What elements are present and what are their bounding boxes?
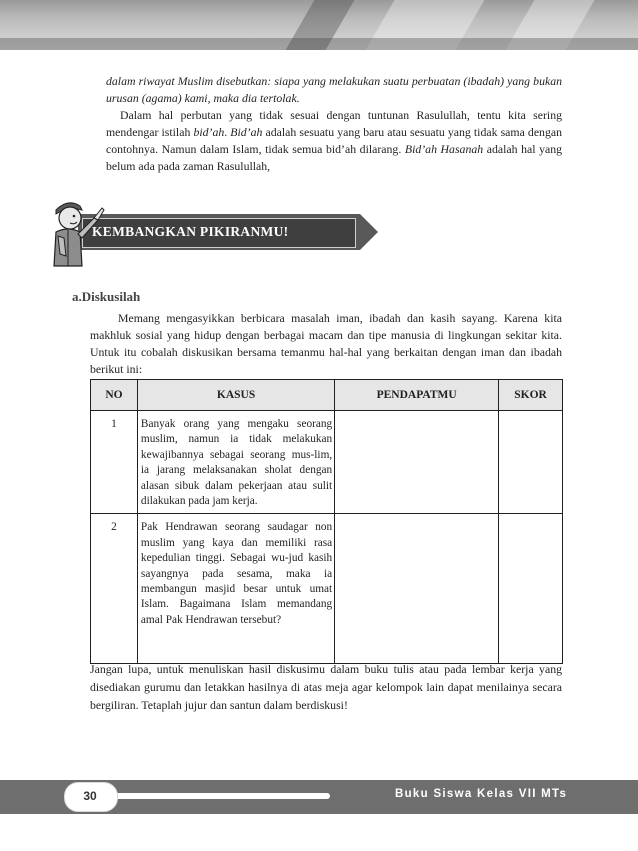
header-no: NO: [91, 380, 138, 411]
bidah-text-3: adalah sesuatu yang baru atau sesuatu yang tidak sama dengan contohnya. Namun dalam Islam, tidak semua bid’ah dilarang.: [106, 125, 562, 156]
bidah-term-2: Bid’ah: [230, 125, 263, 139]
opinion-cell[interactable]: [335, 411, 499, 514]
bidah-term-3: Bid’ah Hasanah: [404, 142, 484, 156]
footer-line: [110, 793, 330, 799]
header-photo: [0, 0, 638, 50]
table-header-row: [91, 380, 563, 411]
book-title: Buku Siswa Kelas VII MTs: [395, 788, 568, 800]
banner-label: KEMBANGKAN PIKIRANMU!: [92, 224, 289, 239]
header-kasus: KASUS: [137, 380, 334, 411]
discussion-intro: Memang mengasyikkan berbicara masalah iman, ibadah dan kasih sayang. Karena kita makhluk sosial yang hidup dengan berbagai macam dan tipe manusia di lingkungan sekitar kita. Untuk itu cobalah diskusikan bersama temanmu hal-hal yang berkaitan dengan iman dan ibadah berikut ini:: [90, 311, 562, 376]
discussion-table: [90, 379, 563, 664]
header-skor: SKOR: [499, 380, 563, 411]
header-pendapatmu: PENDAPATMU: [335, 380, 499, 411]
bidah-paragraph: [106, 107, 562, 175]
closing-instructions: Jangan lupa, untuk menuliskan hasil diskusimu dalam buku tulis atau pada lembar kerja yang disediakan gurumu dan letakkan hasilnya di atas meja agar kelompok lain dapat menilainya secara bergiliran. Tetaplah jujur dan santun dalam berdiskusi!: [90, 662, 562, 712]
score-cell[interactable]: [499, 411, 563, 514]
case-text: Pak Hendrawan seorang saudagar non muslim yang kaya dan memiliki rasa kepedulian tinggi. Sebagai wu-jud kasih sayangnya pada sesama, maka ia membangun masjid besar untuk umat Islam. Bagaimana Islam memandang amal Pak Hendrawan tersebut?: [137, 514, 334, 664]
table-row: [91, 514, 563, 664]
score-cell[interactable]: [499, 514, 563, 664]
section-title: a.Diskusilah: [72, 289, 141, 304]
kembangkan-banner: [46, 198, 346, 268]
row-number: 1: [91, 411, 138, 514]
bidah-term-1: bid’ah: [193, 125, 225, 139]
opinion-cell[interactable]: [335, 514, 499, 664]
case-text: Banyak orang yang mengaku seorang muslim, namun ia tidak melakukan kewajibannya sebagai seorang mus-lim, ia jarang melaksanakan sholat dengan alasan sibuk dalam pekerjaan atau sulit dilakukan pada jam kerja.: [137, 411, 334, 514]
hadith-quote: dalam riwayat Muslim disebutkan: siapa yang melakukan suatu perbuatan (ibadah) yang bukan urusan (agama) kami, maka dia tertolak.: [106, 74, 562, 105]
page-number: 30: [83, 789, 97, 803]
bidah-text-2: .: [224, 125, 231, 139]
bidah-text-4: adalah hal yang belum ada pada zaman Rasulullah,: [106, 142, 563, 173]
row-number: 2: [91, 514, 138, 664]
table-row: [91, 411, 563, 514]
bidah-text-1: Dalam hal perbutan yang tidak sesuai dengan tuntunan Rasulullah, tentu kita sering mendengar istilah: [106, 108, 562, 139]
